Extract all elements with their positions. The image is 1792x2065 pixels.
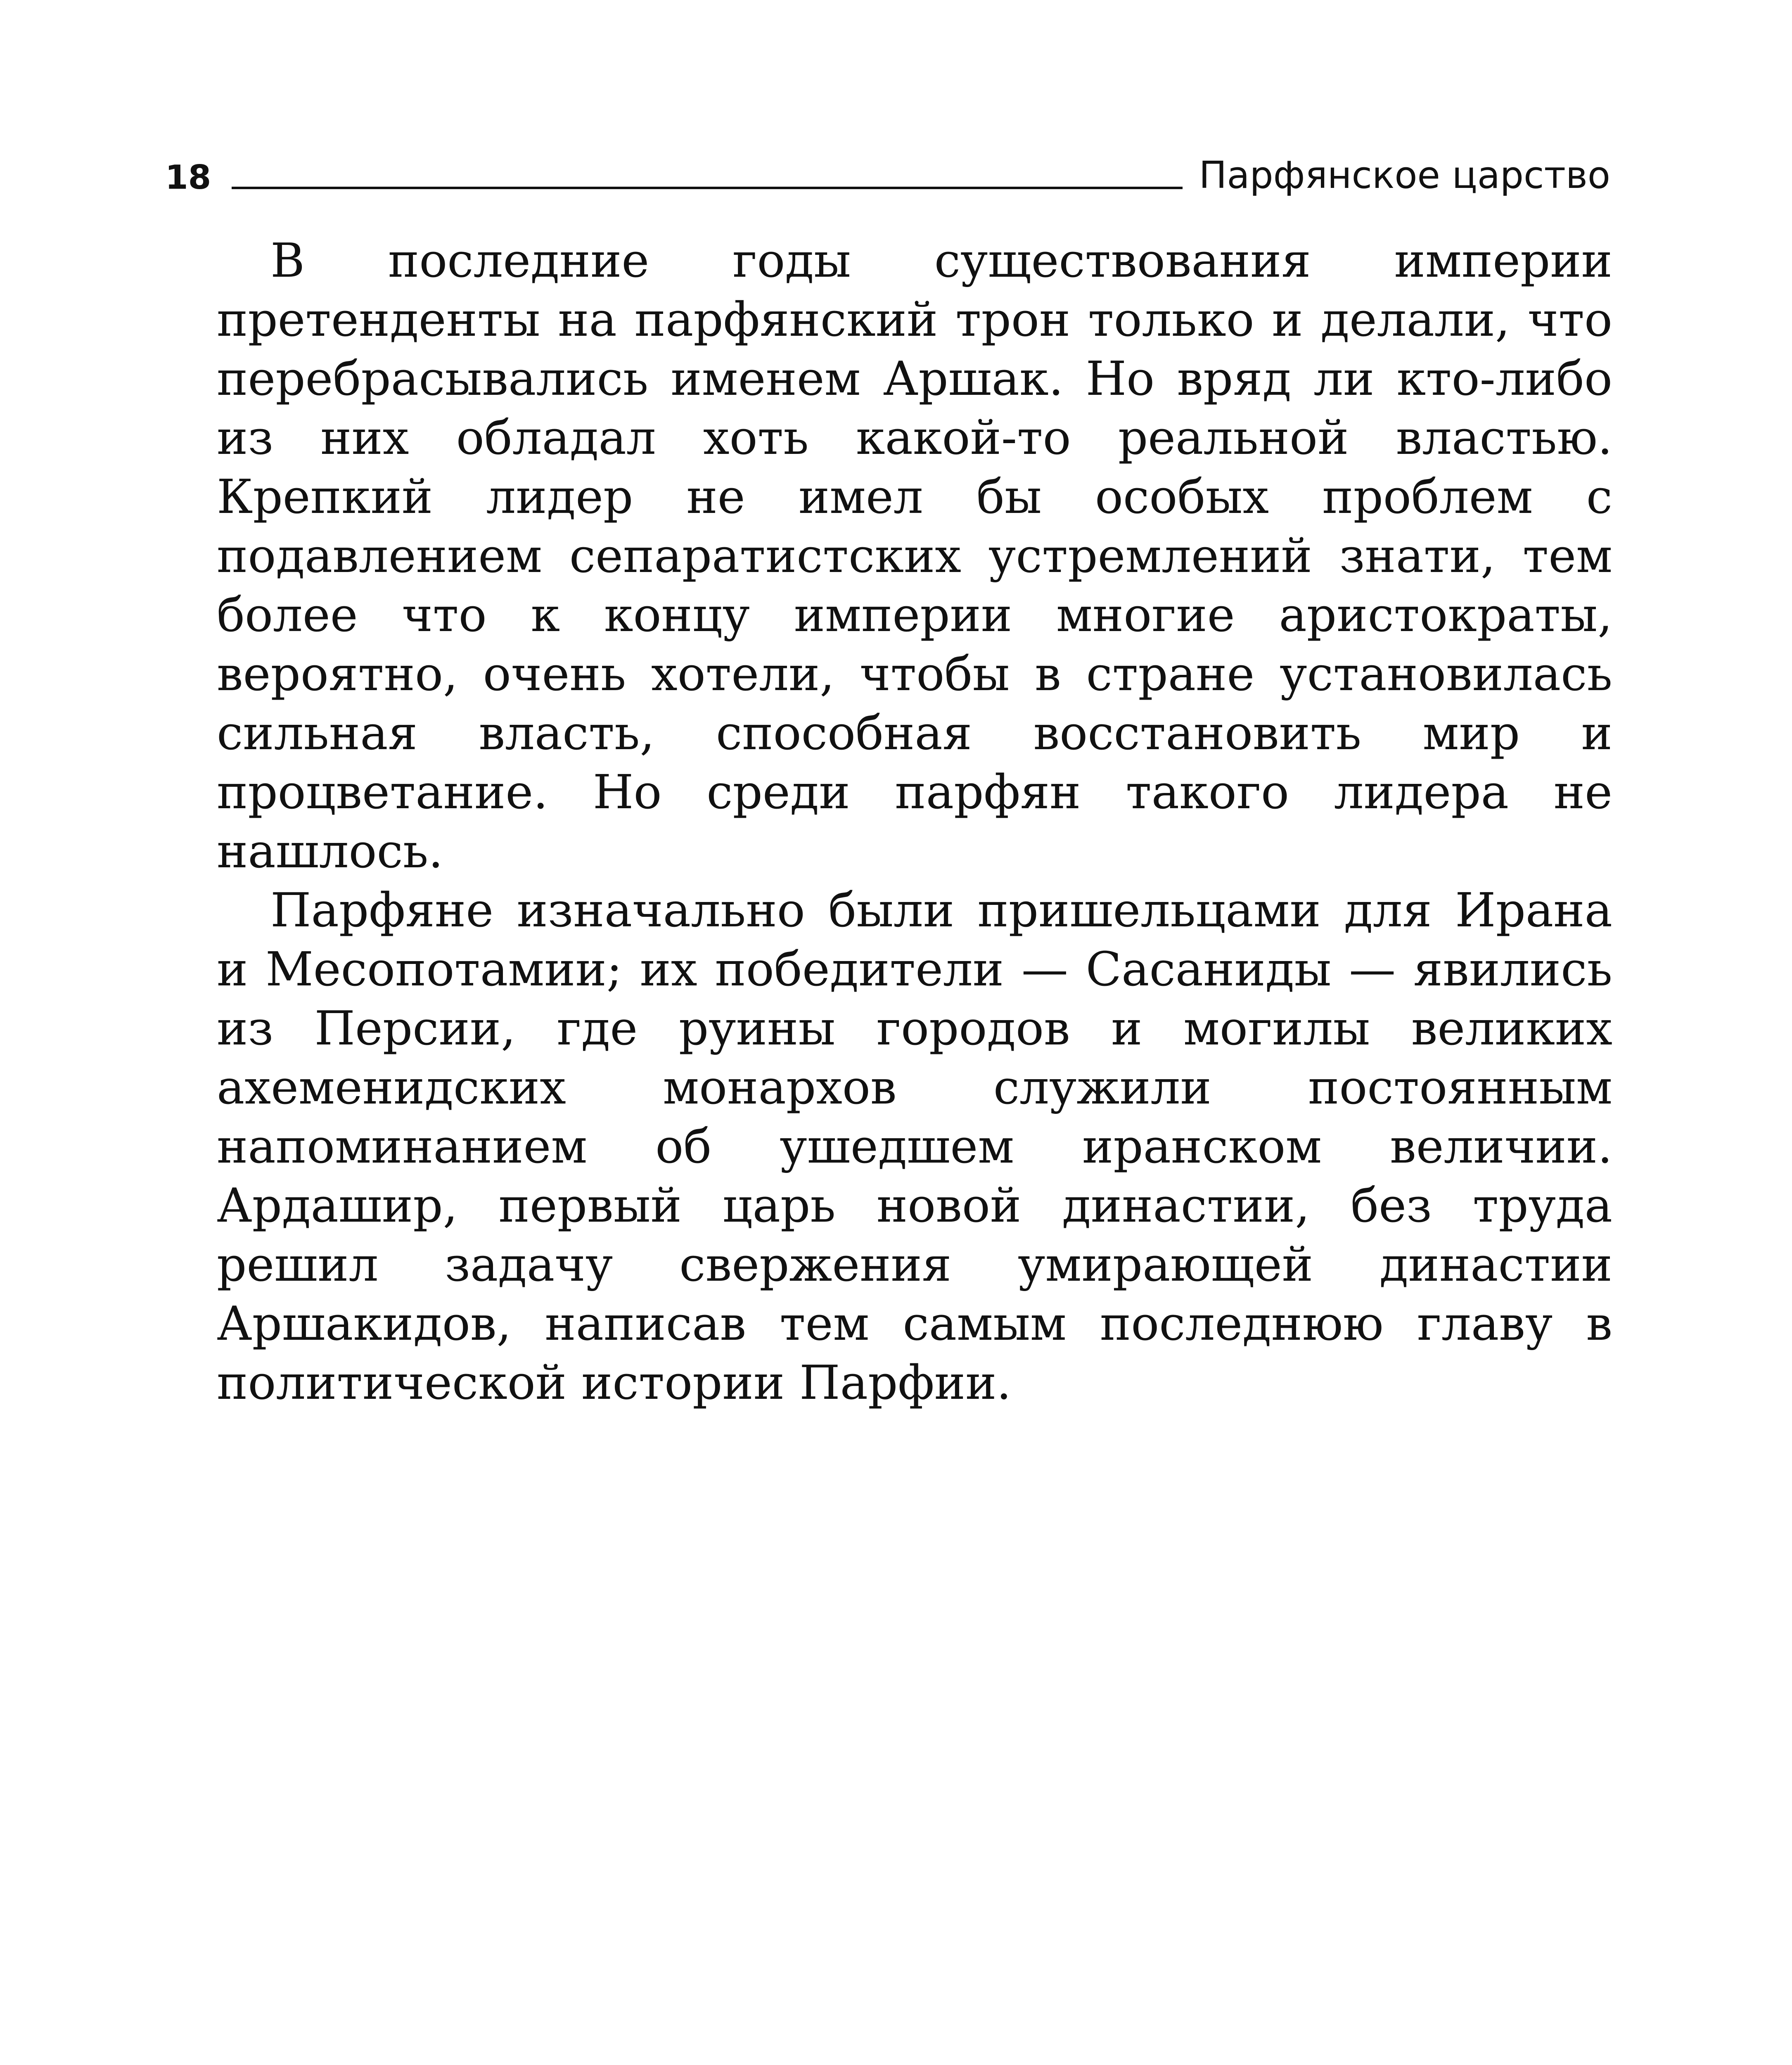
running-head	[165, 149, 1610, 198]
running-title: Парфянское царство	[1199, 154, 1610, 197]
header-rule	[232, 187, 1182, 189]
paragraph-2: Парфяне изначально были пришельцами для Ирана и Месопотамии; их победители — Сасаниды — явились из Персии, где руины городов и могилы великих ахеменидских монархов служили постоянным напоминанием об ушедшем иранском величии. Ардашир, первый царь новой династии, без труда решил задачу свержения умирающей династии Аршакидов, написав тем самым последнюю главу в политической истории Парфии.	[217, 883, 1612, 1410]
page-number: 18	[165, 158, 211, 197]
body-text	[217, 231, 1612, 1412]
paragraph-1: В последние годы существования империи претенденты на парфянский трон только и делали, что перебрасывались именем Аршак. Но вряд ли кто-либо из них обладал хоть какой-то реальной властью. Крепкий лидер не имел бы особых проблем с подавлением сепаратистских устремлений знати, тем более что к концу империи многие аристократы, вероятно, очень хотели, чтобы в стране установилась сильная власть, способная восстановить мир и процветание. Но среди парфян такого лидера не нашлось.	[217, 233, 1612, 878]
